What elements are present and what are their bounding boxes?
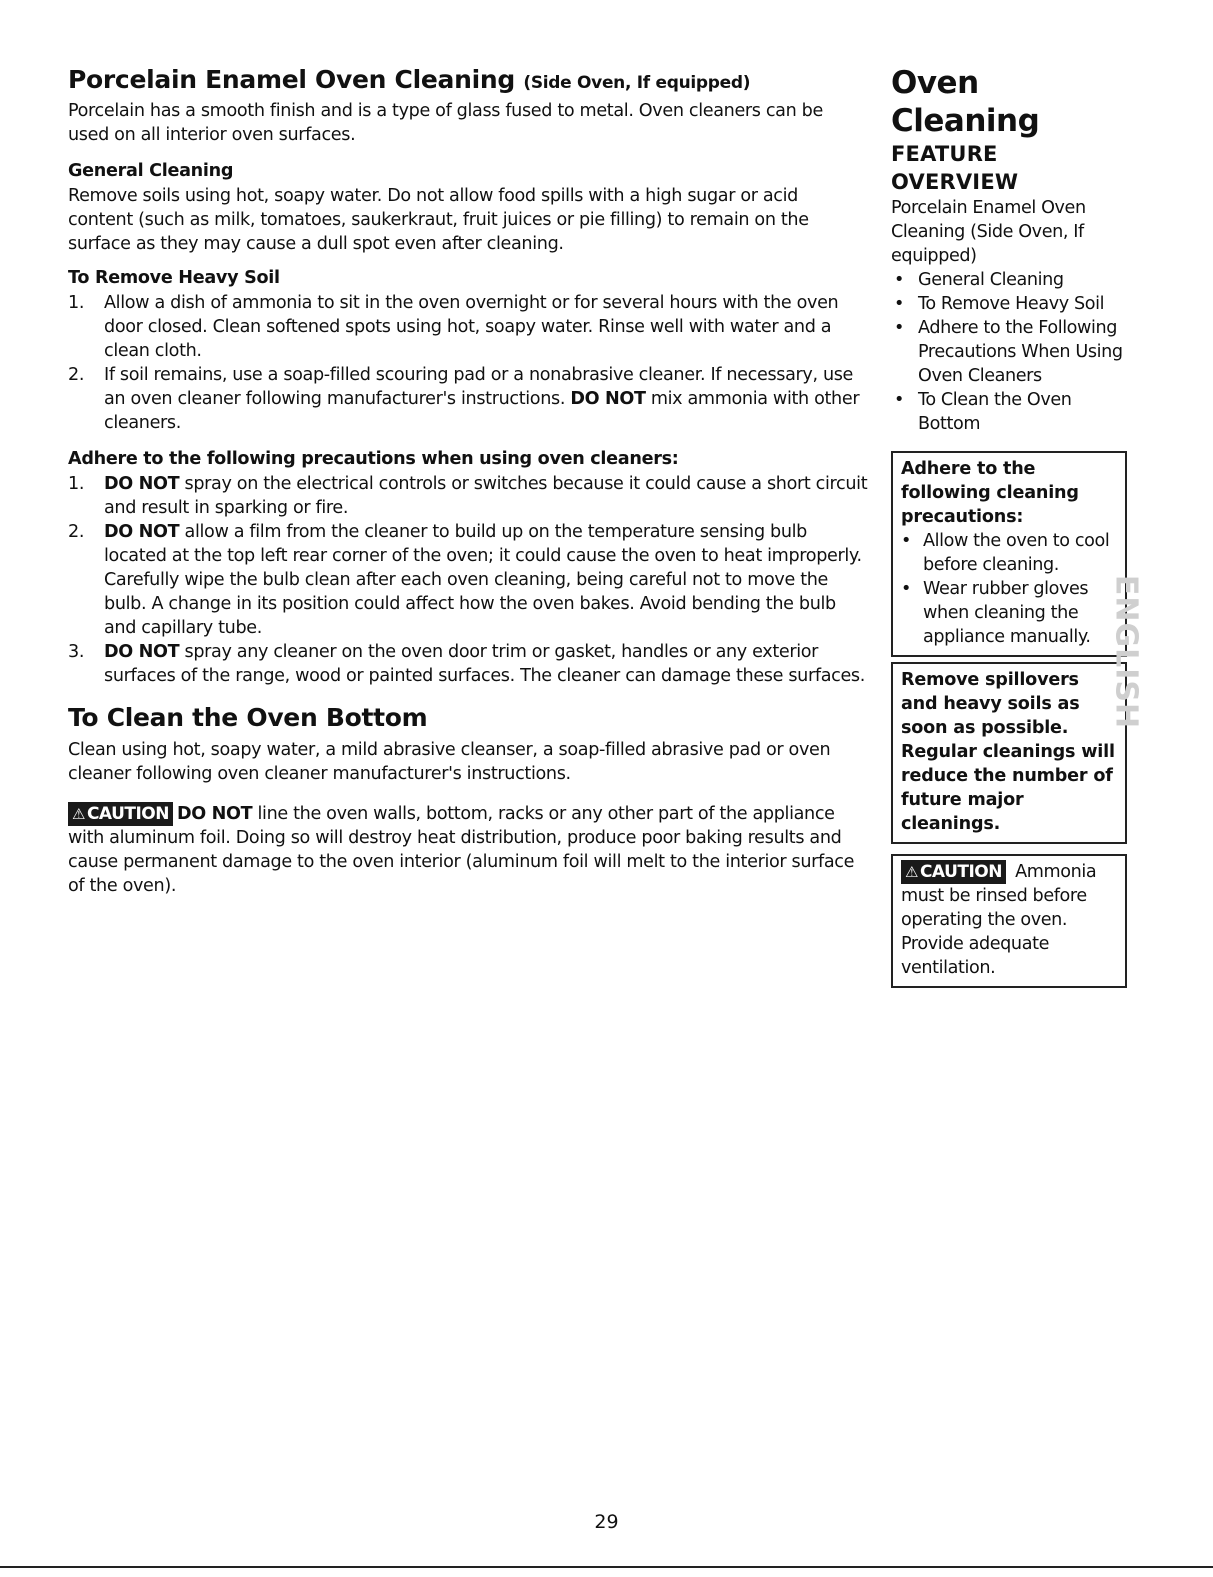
bullet-icon: •	[894, 270, 904, 290]
list-item	[901, 577, 1117, 649]
sidebar	[891, 64, 1131, 988]
list-item	[891, 292, 1131, 316]
ammonia-caution-box	[891, 854, 1127, 988]
item-text: General Cleaning	[918, 270, 1064, 290]
box-text: Remove spillovers and heavy soils as soon as possible. Regular cleanings will reduce the number of future major cleanings.	[901, 670, 1115, 834]
list-item	[68, 640, 868, 688]
item-text: spray on the electrical controls or switches because it could cause a short circuit and result in sparking or fire.	[104, 474, 868, 518]
sidebar-subtitle: FEATURE OVERVIEW	[891, 142, 1019, 194]
caution-text: must be rinsed before operating the oven. Provide adequate ventilation.	[901, 886, 1087, 978]
list-item	[891, 268, 1131, 292]
list-item	[68, 363, 868, 435]
sidebar-title: Oven Cleaning	[891, 65, 1040, 139]
caution-badge	[901, 860, 1006, 884]
emphasis: DO NOT	[104, 642, 180, 662]
item-number: 1.	[68, 474, 85, 494]
page-title	[68, 64, 868, 99]
title-qualifier: (Side Oven, If equipped)	[523, 73, 751, 93]
bullet-icon: •	[901, 531, 911, 551]
item-text: Allow a dish of ammonia to sit in the oven overnight or for several hours with the oven door closed. Clean softened spots using hot, soapy water. Rinse well with water and a clean cloth.	[104, 293, 839, 361]
caution-label: CAUTION	[919, 862, 1002, 882]
title-text: Porcelain Enamel Oven Cleaning	[68, 65, 515, 94]
list-item	[68, 291, 868, 363]
box-heading: Adhere to the following cleaning precautions:	[901, 459, 1079, 527]
caution-text: line the oven walls, bottom, racks or any other part of the appliance with aluminum foil. Doing so will destroy heat distribution, produce poor baking results and cause permanent damage to the oven interior (aluminum foil will melt to the interior surface of the oven).	[68, 804, 855, 896]
general-cleaning-heading: General Cleaning	[68, 161, 234, 181]
item-text: If soil remains, use a soap-filled scouring pad or a nonabrasive cleaner. If necessary, use an oven cleaner following manufacturer's instructions.	[104, 365, 854, 409]
item-number: 1.	[68, 293, 85, 313]
warning-triangle-icon: ⚠	[72, 805, 85, 823]
item-text: spray any cleaner on the oven door trim or gasket, handles or any exterior surfaces of the range, wood or painted surfaces. The cleaner can damage these surfaces.	[104, 642, 865, 686]
precautions-box	[891, 451, 1127, 657]
precautions-heading: Adhere to the following precautions when using oven cleaners:	[68, 449, 679, 469]
item-text: To Clean the Oven Bottom	[918, 390, 1072, 434]
box-text	[901, 860, 1117, 980]
overview-list	[891, 268, 1131, 436]
bullet-icon: •	[894, 318, 904, 338]
general-cleaning-text: Remove soils using hot, soapy water. Do not allow food spills with a high sugar or acid content (such as milk, tomatoes, saukerkraut, fruit juices or pie filling) to remain on the surface as they may cause a dull spot even after cleaning.	[68, 186, 809, 254]
item-number: 3.	[68, 642, 85, 662]
spillovers-box	[891, 662, 1127, 844]
bottom-rule	[0, 1566, 1213, 1568]
heavy-soil-list	[68, 291, 868, 435]
bullet-icon: •	[901, 579, 911, 599]
intro-paragraph: Porcelain has a smooth finish and is a type of glass fused to metal. Oven cleaners can be used on all interior oven surfaces.	[68, 101, 823, 145]
page-number: 29	[594, 1511, 619, 1533]
list-item	[891, 388, 1131, 436]
emphasis: DO NOT	[176, 804, 253, 824]
oven-bottom-text: Clean using hot, soapy water, a mild abrasive cleanser, a soap-filled abrasive pad or oven cleaner following oven cleaner manufacturer's instructions.	[68, 740, 831, 784]
caution-label: CAUTION	[86, 804, 169, 824]
item-text: Allow the oven to cool before cleaning.	[923, 531, 1110, 575]
list-item	[901, 529, 1117, 577]
caution-lead: Ammonia	[1015, 862, 1097, 882]
item-number: 2.	[68, 365, 85, 385]
box-list	[901, 529, 1117, 649]
item-text: To Remove Heavy Soil	[918, 294, 1105, 314]
list-item	[891, 316, 1131, 388]
item-text: mix ammonia with other cleaners.	[104, 389, 860, 433]
emphasis: DO NOT	[570, 389, 646, 409]
oven-bottom-heading: To Clean the Oven Bottom	[68, 703, 428, 732]
emphasis: DO NOT	[104, 474, 180, 494]
bullet-icon: •	[894, 390, 904, 410]
sidebar-intro: Porcelain Enamel Oven Cleaning (Side Oven, If equipped)	[891, 198, 1086, 266]
language-tab: ENGLISH	[1108, 574, 1144, 730]
warning-triangle-icon: ⚠	[905, 863, 918, 881]
item-number: 2.	[68, 522, 85, 542]
item-text: Adhere to the Following Precautions When Using Oven Cleaners	[918, 318, 1123, 386]
list-item	[68, 472, 868, 520]
precautions-list	[68, 472, 868, 688]
bullet-icon: •	[894, 294, 904, 314]
caution-paragraph	[68, 802, 868, 898]
item-text: Wear rubber gloves when cleaning the appliance manually.	[923, 579, 1091, 647]
caution-badge	[68, 802, 173, 826]
emphasis: DO NOT	[104, 522, 180, 542]
heavy-soil-heading: To Remove Heavy Soil	[68, 268, 280, 288]
list-item	[68, 520, 868, 640]
item-text: allow a film from the cleaner to build up on the temperature sensing bulb located at the top left rear corner of the oven; it could cause the oven to heat improperly. Carefully wipe the bulb clean after each oven cleaning, being careful not to move the bulb. A change in its position could affect how the oven bakes. Avoid bending the bulb and capillary tube.	[104, 522, 862, 638]
main-column	[68, 64, 868, 916]
